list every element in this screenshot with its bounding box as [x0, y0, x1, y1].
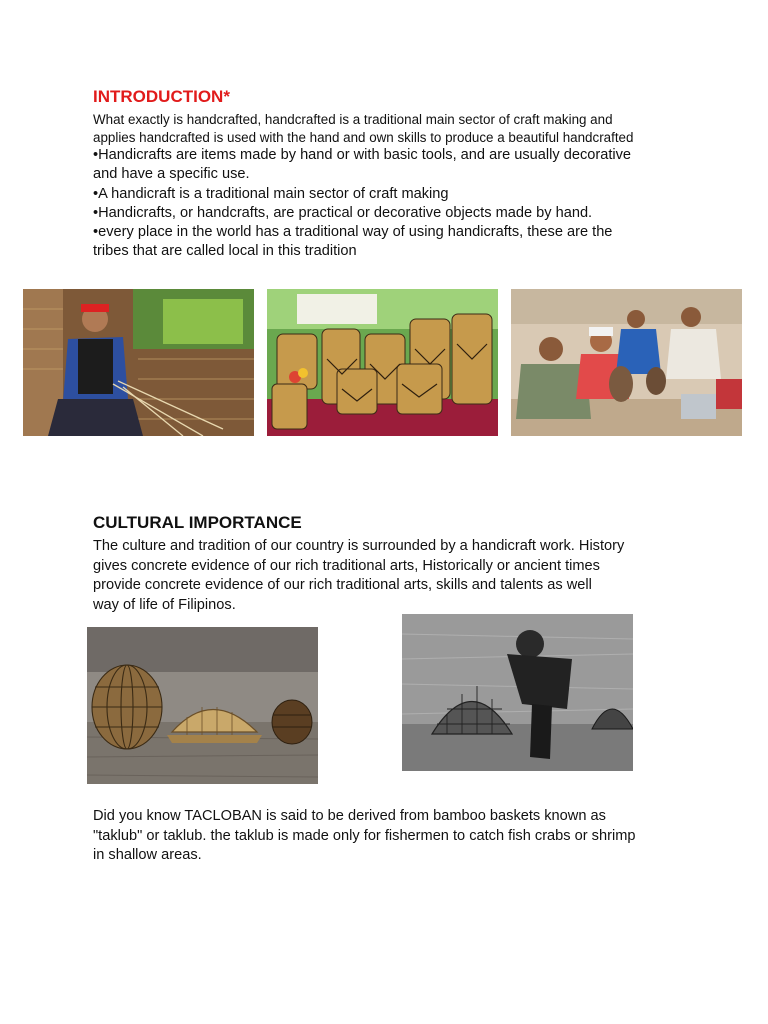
- introduction-lead-text: What exactly is handcrafted, handcrafted is a traditional main sector of craft making and applies handcrafted is used with the hand and own skills to produce a beautiful handcrafted: [93, 112, 634, 145]
- rattan-baskets-display-photo: [267, 289, 498, 436]
- fisherman-with-taklub-photo: [402, 614, 633, 771]
- tacloban-fact-text: Did you know TACLOBAN is said to be derived from bamboo baskets known as "taklub" or taklub. the taklub is made only for fishermen to catch fish crabs or shrimp in shallow areas.: [93, 808, 636, 863]
- bamboo-baskets-on-table-photo: [87, 627, 318, 784]
- pottery-workshop-photo: [511, 289, 742, 436]
- weaver-photo: [23, 289, 254, 436]
- cultural-importance-text: The culture and tradition of our country is surrounded by a handicraft work. History gives concrete evidence of our rich traditional arts, Historically or ancient times provide concrete evidence of our rich traditional arts, skills and talents as well way of life of Filipinos.: [93, 538, 625, 613]
- introduction-heading: INTRODUCTION*: [93, 87, 230, 106]
- cultural-importance-heading: CULTURAL IMPORTANCE: [93, 513, 302, 532]
- introduction-bullet-list: •Handicrafts are items made by hand or with basic tools, and are usually decorative and have a specific use. •A handicraft is a traditional main sector of craft making •Handicrafts, or handcrafts, are practical or decorative objects made by hand. •every place in the world has a traditional way of using handicrafts, these are the tribes that are called local in this tradition: [93, 147, 632, 260]
